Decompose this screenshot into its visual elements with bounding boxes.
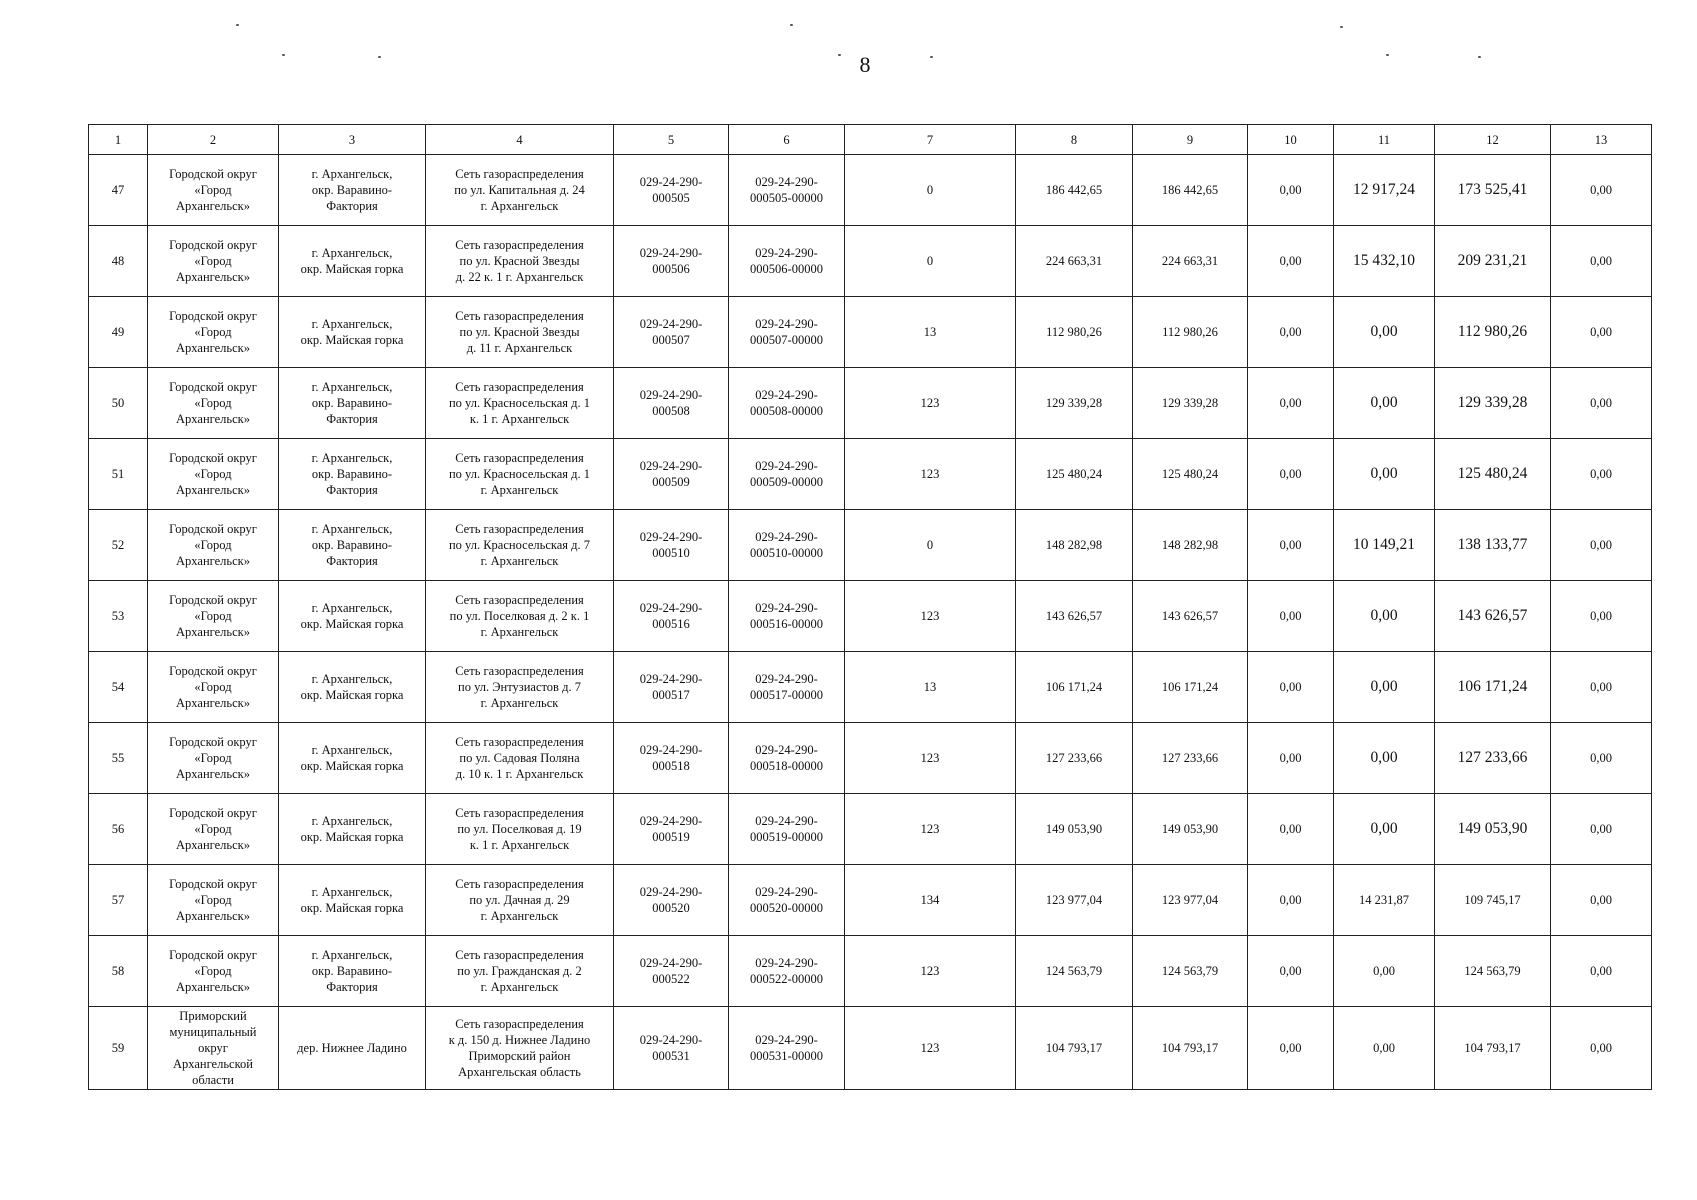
locality-cell: г. Архангельск, окр. Майская горка <box>279 652 426 723</box>
value-cell: 106 171,24 <box>1435 652 1551 723</box>
table-row <box>89 368 1652 439</box>
value-cell: 0,00 <box>1334 368 1435 439</box>
value-cell: 0,00 <box>1334 297 1435 368</box>
locality-cell: г. Архангельск, окр. Майская горка <box>279 794 426 865</box>
value-cell: 0,00 <box>1551 368 1652 439</box>
row-number-cell: 56 <box>89 794 148 865</box>
object-name-cell: Сеть газораспределения по ул. Садовая Поляна д. 10 к. 1 г. Архангельск <box>426 723 614 794</box>
value-cell: 0,00 <box>1248 226 1334 297</box>
locality-cell: г. Архангельск, окр. Варавино- Фактория <box>279 936 426 1007</box>
value-cell: 0,00 <box>1248 1007 1334 1090</box>
value-cell: 138 133,77 <box>1435 510 1551 581</box>
value-cell: 186 442,65 <box>1133 155 1248 226</box>
value-cell: 149 053,90 <box>1435 794 1551 865</box>
column-number: 3 <box>279 125 426 155</box>
value-cell: 125 480,24 <box>1016 439 1133 510</box>
municipality-cell: Городской округ «Город Архангельск» <box>148 794 279 865</box>
value-cell: 104 793,17 <box>1435 1007 1551 1090</box>
table-row <box>89 865 1652 936</box>
locality-cell: дер. Нижнее Ладино <box>279 1007 426 1090</box>
inventory-number-cell: 029-24-290- 000508-00000 <box>729 368 845 439</box>
code-cell: 123 <box>845 368 1016 439</box>
row-number-cell: 53 <box>89 581 148 652</box>
locality-cell: г. Архангельск, окр. Варавино- Фактория <box>279 155 426 226</box>
row-number-cell: 54 <box>89 652 148 723</box>
column-number: 6 <box>729 125 845 155</box>
inventory-number-cell: 029-24-290- 000510-00000 <box>729 510 845 581</box>
code-cell: 0 <box>845 226 1016 297</box>
page-number: 8 <box>859 52 871 77</box>
value-cell: 14 231,87 <box>1334 865 1435 936</box>
locality-cell: г. Архангельск, окр. Майская горка <box>279 723 426 794</box>
column-number: 1 <box>89 125 148 155</box>
value-cell: 106 171,24 <box>1016 652 1133 723</box>
value-cell: 0,00 <box>1248 297 1334 368</box>
table-row <box>89 723 1652 794</box>
value-cell: 124 563,79 <box>1133 936 1248 1007</box>
registry-table-container <box>88 124 1651 1090</box>
cadastral-number-cell: 029-24-290- 000506 <box>614 226 729 297</box>
code-cell: 13 <box>845 652 1016 723</box>
value-cell: 104 793,17 <box>1133 1007 1248 1090</box>
locality-cell: г. Архангельск, окр. Варавино- Фактория <box>279 439 426 510</box>
value-cell: 148 282,98 <box>1133 510 1248 581</box>
municipality-cell: Городской округ «Город Архангельск» <box>148 297 279 368</box>
value-cell: 112 980,26 <box>1016 297 1133 368</box>
value-cell: 0,00 <box>1334 936 1435 1007</box>
locality-cell: г. Архангельск, окр. Варавино- Фактория <box>279 368 426 439</box>
column-number: 8 <box>1016 125 1133 155</box>
value-cell: 129 339,28 <box>1133 368 1248 439</box>
column-number: 11 <box>1334 125 1435 155</box>
value-cell: 125 480,24 <box>1133 439 1248 510</box>
value-cell: 0,00 <box>1334 439 1435 510</box>
object-name-cell: Сеть газораспределения по ул. Красносельская д. 1 г. Архангельск <box>426 439 614 510</box>
inventory-number-cell: 029-24-290- 000531-00000 <box>729 1007 845 1090</box>
row-number-cell: 47 <box>89 155 148 226</box>
code-cell: 123 <box>845 794 1016 865</box>
row-number-cell: 58 <box>89 936 148 1007</box>
value-cell: 0,00 <box>1248 155 1334 226</box>
object-name-cell: Сеть газораспределения по ул. Поселковая д. 2 к. 1 г. Архангельск <box>426 581 614 652</box>
inventory-number-cell: 029-24-290- 000506-00000 <box>729 226 845 297</box>
value-cell: 0,00 <box>1248 794 1334 865</box>
municipality-cell: Городской округ «Город Архангельск» <box>148 155 279 226</box>
object-name-cell: Сеть газораспределения по ул. Красносельская д. 1 к. 1 г. Архангельск <box>426 368 614 439</box>
column-number: 5 <box>614 125 729 155</box>
value-cell: 123 977,04 <box>1133 865 1248 936</box>
row-number-cell: 57 <box>89 865 148 936</box>
column-number: 12 <box>1435 125 1551 155</box>
code-cell: 123 <box>845 439 1016 510</box>
cadastral-number-cell: 029-24-290- 000531 <box>614 1007 729 1090</box>
locality-cell: г. Архангельск, окр. Варавино- Фактория <box>279 510 426 581</box>
code-cell: 0 <box>845 510 1016 581</box>
value-cell: 0,00 <box>1334 652 1435 723</box>
cadastral-number-cell: 029-24-290- 000509 <box>614 439 729 510</box>
value-cell: 12 917,24 <box>1334 155 1435 226</box>
row-number-cell: 55 <box>89 723 148 794</box>
cadastral-number-cell: 029-24-290- 000520 <box>614 865 729 936</box>
municipality-cell: Городской округ «Город Архангельск» <box>148 368 279 439</box>
inventory-number-cell: 029-24-290- 000517-00000 <box>729 652 845 723</box>
value-cell: 143 626,57 <box>1133 581 1248 652</box>
municipality-cell: Городской округ «Город Архангельск» <box>148 723 279 794</box>
object-name-cell: Сеть газораспределения к д. 150 д. Нижнее Ладино Приморский район Архангельская область <box>426 1007 614 1090</box>
value-cell: 0,00 <box>1551 155 1652 226</box>
inventory-number-cell: 029-24-290- 000509-00000 <box>729 439 845 510</box>
inventory-number-cell: 029-24-290- 000520-00000 <box>729 865 845 936</box>
cadastral-number-cell: 029-24-290- 000510 <box>614 510 729 581</box>
code-cell: 123 <box>845 581 1016 652</box>
value-cell: 125 480,24 <box>1435 439 1551 510</box>
municipality-cell: Городской округ «Город Архангельск» <box>148 652 279 723</box>
municipality-cell: Городской округ «Город Архангельск» <box>148 936 279 1007</box>
inventory-number-cell: 029-24-290- 000507-00000 <box>729 297 845 368</box>
row-number-cell: 59 <box>89 1007 148 1090</box>
value-cell: 0,00 <box>1248 652 1334 723</box>
table-row <box>89 155 1652 226</box>
inventory-number-cell: 029-24-290- 000505-00000 <box>729 155 845 226</box>
value-cell: 127 233,66 <box>1016 723 1133 794</box>
cadastral-number-cell: 029-24-290- 000505 <box>614 155 729 226</box>
value-cell: 109 745,17 <box>1435 865 1551 936</box>
scan-speck <box>790 24 793 26</box>
municipality-cell: Городской округ «Город Архангельск» <box>148 510 279 581</box>
municipality-cell: Приморский муниципальный округ Архангельской области <box>148 1007 279 1090</box>
locality-cell: г. Архангельск, окр. Майская горка <box>279 865 426 936</box>
value-cell: 224 663,31 <box>1016 226 1133 297</box>
locality-cell: г. Архангельск, окр. Майская горка <box>279 297 426 368</box>
column-number: 4 <box>426 125 614 155</box>
value-cell: 0,00 <box>1248 581 1334 652</box>
value-cell: 124 563,79 <box>1435 936 1551 1007</box>
municipality-cell: Городской округ «Город Архангельск» <box>148 439 279 510</box>
table-row <box>89 297 1652 368</box>
value-cell: 129 339,28 <box>1435 368 1551 439</box>
table-row <box>89 1007 1652 1090</box>
value-cell: 0,00 <box>1551 652 1652 723</box>
value-cell: 0,00 <box>1248 723 1334 794</box>
value-cell: 129 339,28 <box>1016 368 1133 439</box>
inventory-number-cell: 029-24-290- 000518-00000 <box>729 723 845 794</box>
cadastral-number-cell: 029-24-290- 000516 <box>614 581 729 652</box>
code-cell: 123 <box>845 936 1016 1007</box>
row-number-cell: 48 <box>89 226 148 297</box>
table-row <box>89 439 1652 510</box>
value-cell: 127 233,66 <box>1133 723 1248 794</box>
code-cell: 13 <box>845 297 1016 368</box>
scan-speck <box>236 24 239 26</box>
value-cell: 10 149,21 <box>1334 510 1435 581</box>
scan-speck <box>930 56 933 58</box>
cadastral-number-cell: 029-24-290- 000518 <box>614 723 729 794</box>
cadastral-number-cell: 029-24-290- 000507 <box>614 297 729 368</box>
value-cell: 127 233,66 <box>1435 723 1551 794</box>
value-cell: 0,00 <box>1551 439 1652 510</box>
scan-speck <box>838 54 841 56</box>
value-cell: 0,00 <box>1551 936 1652 1007</box>
value-cell: 106 171,24 <box>1133 652 1248 723</box>
object-name-cell: Сеть газораспределения по ул. Дачная д. 29 г. Архангельск <box>426 865 614 936</box>
value-cell: 143 626,57 <box>1435 581 1551 652</box>
scan-speck <box>1478 56 1481 58</box>
value-cell: 0,00 <box>1334 723 1435 794</box>
value-cell: 0,00 <box>1551 297 1652 368</box>
table-body <box>89 155 1652 1090</box>
row-number-cell: 51 <box>89 439 148 510</box>
object-name-cell: Сеть газораспределения по ул. Капитальная д. 24 г. Архангельск <box>426 155 614 226</box>
cadastral-number-cell: 029-24-290- 000508 <box>614 368 729 439</box>
scan-speck <box>1386 54 1389 56</box>
table-row <box>89 652 1652 723</box>
locality-cell: г. Архангельск, окр. Майская горка <box>279 581 426 652</box>
value-cell: 15 432,10 <box>1334 226 1435 297</box>
value-cell: 149 053,90 <box>1016 794 1133 865</box>
row-number-cell: 49 <box>89 297 148 368</box>
column-number: 2 <box>148 125 279 155</box>
table-row <box>89 226 1652 297</box>
table-row <box>89 794 1652 865</box>
table-row <box>89 581 1652 652</box>
cadastral-number-cell: 029-24-290- 000517 <box>614 652 729 723</box>
value-cell: 0,00 <box>1551 581 1652 652</box>
object-name-cell: Сеть газораспределения по ул. Красной Звезды д. 11 г. Архангельск <box>426 297 614 368</box>
row-number-cell: 52 <box>89 510 148 581</box>
inventory-number-cell: 029-24-290- 000522-00000 <box>729 936 845 1007</box>
locality-cell: г. Архангельск, окр. Майская горка <box>279 226 426 297</box>
value-cell: 209 231,21 <box>1435 226 1551 297</box>
value-cell: 112 980,26 <box>1133 297 1248 368</box>
table-row <box>89 936 1652 1007</box>
table-row <box>89 510 1652 581</box>
municipality-cell: Городской округ «Город Архангельск» <box>148 581 279 652</box>
column-number: 13 <box>1551 125 1652 155</box>
value-cell: 186 442,65 <box>1016 155 1133 226</box>
column-number: 9 <box>1133 125 1248 155</box>
registry-table <box>88 124 1652 1090</box>
row-number-cell: 50 <box>89 368 148 439</box>
value-cell: 0,00 <box>1334 581 1435 652</box>
code-cell: 123 <box>845 1007 1016 1090</box>
value-cell: 0,00 <box>1248 368 1334 439</box>
value-cell: 0,00 <box>1551 794 1652 865</box>
value-cell: 0,00 <box>1248 936 1334 1007</box>
value-cell: 173 525,41 <box>1435 155 1551 226</box>
value-cell: 148 282,98 <box>1016 510 1133 581</box>
value-cell: 0,00 <box>1551 226 1652 297</box>
municipality-cell: Городской округ «Город Архангельск» <box>148 865 279 936</box>
cadastral-number-cell: 029-24-290- 000522 <box>614 936 729 1007</box>
cadastral-number-cell: 029-24-290- 000519 <box>614 794 729 865</box>
value-cell: 123 977,04 <box>1016 865 1133 936</box>
value-cell: 0,00 <box>1551 1007 1652 1090</box>
object-name-cell: Сеть газораспределения по ул. Красной Звезды д. 22 к. 1 г. Архангельск <box>426 226 614 297</box>
value-cell: 0,00 <box>1248 510 1334 581</box>
value-cell: 112 980,26 <box>1435 297 1551 368</box>
scan-speck <box>378 56 381 58</box>
value-cell: 149 053,90 <box>1133 794 1248 865</box>
inventory-number-cell: 029-24-290- 000516-00000 <box>729 581 845 652</box>
object-name-cell: Сеть газораспределения по ул. Поселковая д. 19 к. 1 г. Архангельск <box>426 794 614 865</box>
column-number: 7 <box>845 125 1016 155</box>
object-name-cell: Сеть газораспределения по ул. Гражданская д. 2 г. Архангельск <box>426 936 614 1007</box>
inventory-number-cell: 029-24-290- 000519-00000 <box>729 794 845 865</box>
column-number-row <box>89 125 1652 155</box>
municipality-cell: Городской округ «Город Архангельск» <box>148 226 279 297</box>
column-number: 10 <box>1248 125 1334 155</box>
value-cell: 0,00 <box>1334 1007 1435 1090</box>
value-cell: 143 626,57 <box>1016 581 1133 652</box>
value-cell: 0,00 <box>1248 865 1334 936</box>
code-cell: 134 <box>845 865 1016 936</box>
value-cell: 104 793,17 <box>1016 1007 1133 1090</box>
scan-speck <box>282 54 285 56</box>
code-cell: 123 <box>845 723 1016 794</box>
code-cell: 0 <box>845 155 1016 226</box>
object-name-cell: Сеть газораспределения по ул. Энтузиастов д. 7 г. Архангельск <box>426 652 614 723</box>
value-cell: 0,00 <box>1551 865 1652 936</box>
value-cell: 224 663,31 <box>1133 226 1248 297</box>
scan-speck <box>1340 26 1343 28</box>
value-cell: 0,00 <box>1248 439 1334 510</box>
value-cell: 0,00 <box>1551 723 1652 794</box>
object-name-cell: Сеть газораспределения по ул. Красносельская д. 7 г. Архангельск <box>426 510 614 581</box>
value-cell: 0,00 <box>1334 794 1435 865</box>
value-cell: 124 563,79 <box>1016 936 1133 1007</box>
value-cell: 0,00 <box>1551 510 1652 581</box>
